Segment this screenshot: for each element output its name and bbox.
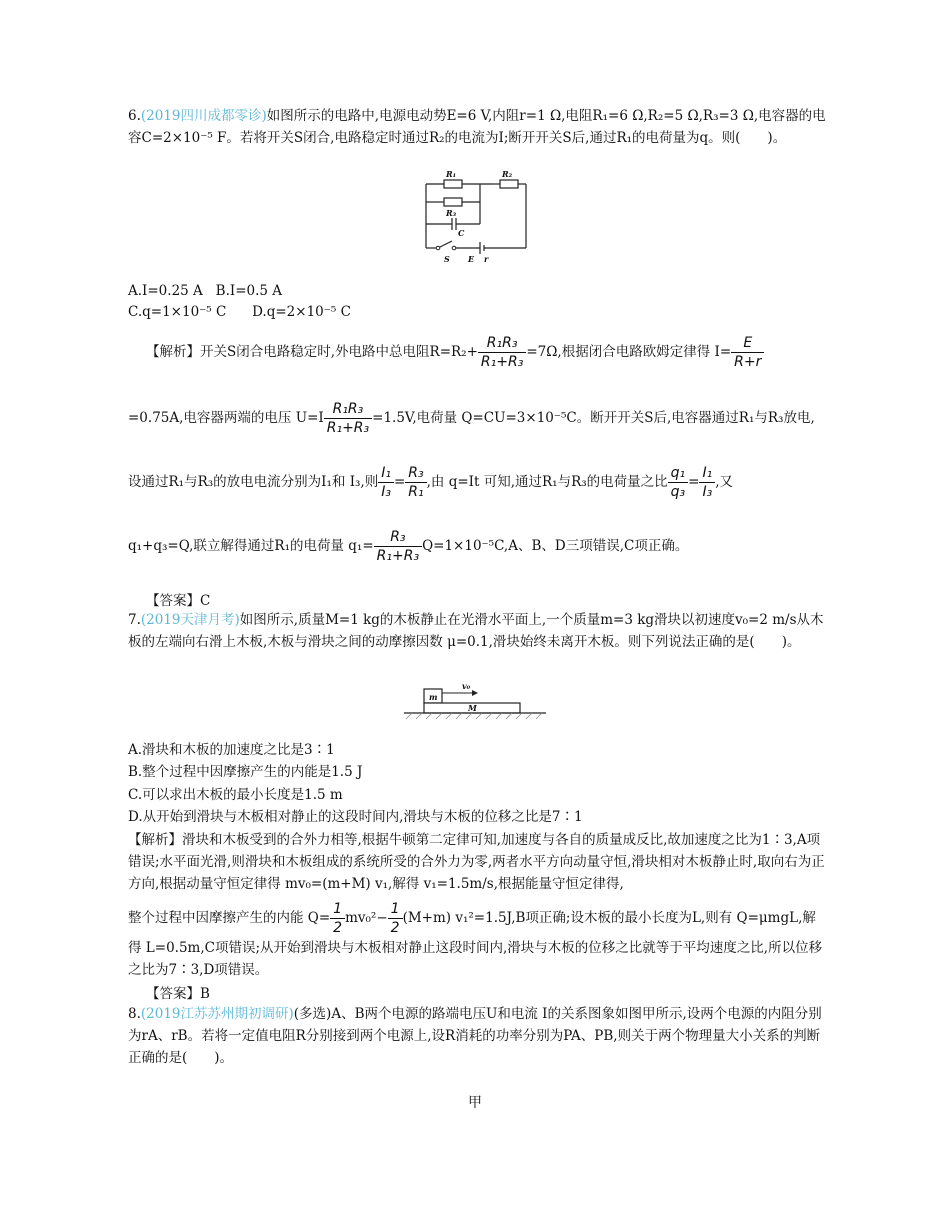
q6-options-row1 xyxy=(128,281,282,301)
r1-resistor xyxy=(444,180,462,188)
q6-explanation-line4: q₁+q₃=Q,联立解得通过R₁的电荷量 q₁= $\frac{\text{R₃}}{\text{R₁+R₃}}$ Q=1×10⁻⁵C,A、B、D三项错误,C项正确。 xyxy=(128,529,689,564)
q7-source: (2019天津月考) xyxy=(140,612,240,628)
q7-option-d: D.从开始到滑块与木板相对静止的这段时间内,滑块与木板的位移之比是7∶1 xyxy=(128,809,583,825)
fraction-r3-r1: $\frac{\text{R₃}}{\text{R₁}}$ xyxy=(405,464,426,501)
fraction-r3-sum: $\frac{\text{R₃}}{\text{R₁+R₃}}$ xyxy=(374,528,422,565)
fraction-i1-i3: $\frac{\text{I₁}}{\text{I₃}}$ xyxy=(378,464,394,501)
q6-explanation-line2: =0.75A,电容器两端的电压 U=I $\frac{\text{R₁R₃}}{\text{R₁+R₃}}$ =1.5V,电荷量 Q=CU=3×10⁻⁵C。断开开关S后,电容器通过R₁与R₃放电, xyxy=(128,401,815,436)
M-label: M xyxy=(468,703,477,713)
q7-answer: 【答案】B xyxy=(146,986,210,1002)
q6-explanation-line1: 【解析】开关S闭合电路稳定时,外电路中总电阻R=R₂+ $\frac{\text{R₁R₃}}{\text{R₁+R₃}}$ =7Ω,根据闭合电路欧姆定律得 I= $\frac{E}{R+r}$ xyxy=(146,334,836,371)
q7-option-c: C.可以求出木板的最小长度是1.5 m xyxy=(128,787,343,803)
q6-explanation-line3: 设通过R₁与R₃的放电电流分别为I₁和 I₃,则 $\frac{\text{I₁}}{\text{I₃}}$ = $\frac{\text{R₃}}{\text{R₁}}$ ,由 q=It 可知,通过R₁与R₃的电荷量之比 $\frac{\text{q₁}}{\text{q₃}}$ = $\frac{\text{I₁}}{\text{I₃}}$ ,又 xyxy=(128,465,734,500)
q7-explanation-line2: 整个过程中因摩擦产生的内能 Q= $\frac{1}{2}$ mv₀²− $\frac{1}{2}$ (M+m) v₁²=1.5J,B项正确;设木板的最小长度为L,则有 Q=μmgL,解 xyxy=(128,901,816,936)
q6-options-row2 xyxy=(128,302,351,322)
q7-explanation-line3: 得 L=0.5m,C项错误;从开始到滑块与木板相对静止这段时间内,滑块与木板的位移之比就等于平均速度之比,所以位移之比为7∶3,D项错误。 xyxy=(128,940,823,978)
fraction-half-a: $\frac{1}{2}$ xyxy=(330,900,345,937)
q6-stem: 6.(2019四川成都零诊)如图所示的电路中,电源电动势E=6 V,内阻r=1 Ω,电阻R₁=6 Ω,R₂=5 Ω,R₃=3 Ω,电容器的电容C=2×10⁻⁵ F。若将开关S闭合,电路稳定时通过R₂的电流为I;断开开关S后,通过R₁的电荷量为q。则( )。 xyxy=(128,108,826,146)
r1-label: R₁ xyxy=(446,169,457,179)
q6-option-b: B.I=0.5 A xyxy=(215,283,283,299)
r3-label: R₃ xyxy=(446,208,457,218)
fraction-e-over-rr: $\frac{E}{R+r}$ xyxy=(731,334,764,371)
m-label: m xyxy=(429,692,438,702)
q6-option-d: D.q=2×10⁻⁵ C xyxy=(252,304,351,320)
c-label: C xyxy=(458,228,465,238)
fraction-r1r3-b: $\frac{\text{R₁R₃}}{\text{R₁+R₃}}$ xyxy=(324,400,372,437)
q7-option-a: A.滑块和木板的加速度之比是3∶1 xyxy=(128,742,335,758)
r2-resistor xyxy=(500,180,518,188)
q7-block-diagram xyxy=(402,683,548,725)
figure-label: 甲 xyxy=(468,1095,482,1111)
q7-stem: 7.(2019天津月考)如图所示,质量M=1 kg的木板静止在光滑水平面上,一个质量m=3 kg滑块以初速度v₀=2 m/s从木板的左端向右滑上木板,木板与滑块之间的动摩擦因数 μ=0.1,滑块始终未离开木板。则下列说法正确的是( )。 xyxy=(128,612,824,650)
q6-circuit-diagram xyxy=(418,168,530,264)
r2-label: R₂ xyxy=(502,169,513,179)
r-label: r xyxy=(484,254,489,264)
v0-label: v₀ xyxy=(462,683,471,691)
q7-option-b: B.整个过程中因摩擦产生的内能是1.5 J xyxy=(128,764,363,780)
fraction-r1r3: $\frac{\text{R₁R₃}}{\text{R₁+R₃}}$ xyxy=(478,334,526,371)
e-label: E xyxy=(468,254,475,264)
q6-answer: 【答案】C xyxy=(146,593,211,609)
s-label: S xyxy=(444,254,450,264)
q8-source: (2019江苏苏州期初调研) xyxy=(140,1006,294,1022)
q6-source: (2019四川成都零诊) xyxy=(140,108,267,124)
r3-resistor xyxy=(444,198,462,206)
fraction-i1-i3-b: $\frac{\text{I₁}}{\text{I₃}}$ xyxy=(699,464,715,501)
q8-stem: 8.(2019江苏苏州期初调研)(多选)A、B两个电源的路端电压U和电流 I的关系图象如图甲所示,设两个电源的内阻分别为rA、rB。若将一定值电阻R分别接到两个电源上,设R消耗的功率分别为PA、PB,则关于两个物理量大小关系的判断正确的是( )。 xyxy=(128,1006,822,1066)
fraction-q1-q3: $\frac{\text{q₁}}{\text{q₃}}$ xyxy=(668,464,689,501)
q6-option-a: A.I=0.25 A xyxy=(128,283,203,299)
q6-option-c: C.q=1×10⁻⁵ C xyxy=(128,304,227,320)
q7-explanation: 【解析】滑块和木板受到的合外力相等,根据牛顿第二定律可知,加速度与各自的质量成反比,故加速度之比为1∶3,A项错误;水平面光滑,则滑块和木板组成的系统所受的合外力为零,两者水平方向动量守恒,滑块相对木板静止时,取向右为正方向,根据动量守恒定律得 mv₀=(m+M) v₁,解得 v₁=1.5m/s,根据能量守恒定律得, xyxy=(128,832,825,892)
fraction-half-b: $\frac{1}{2}$ xyxy=(388,900,403,937)
